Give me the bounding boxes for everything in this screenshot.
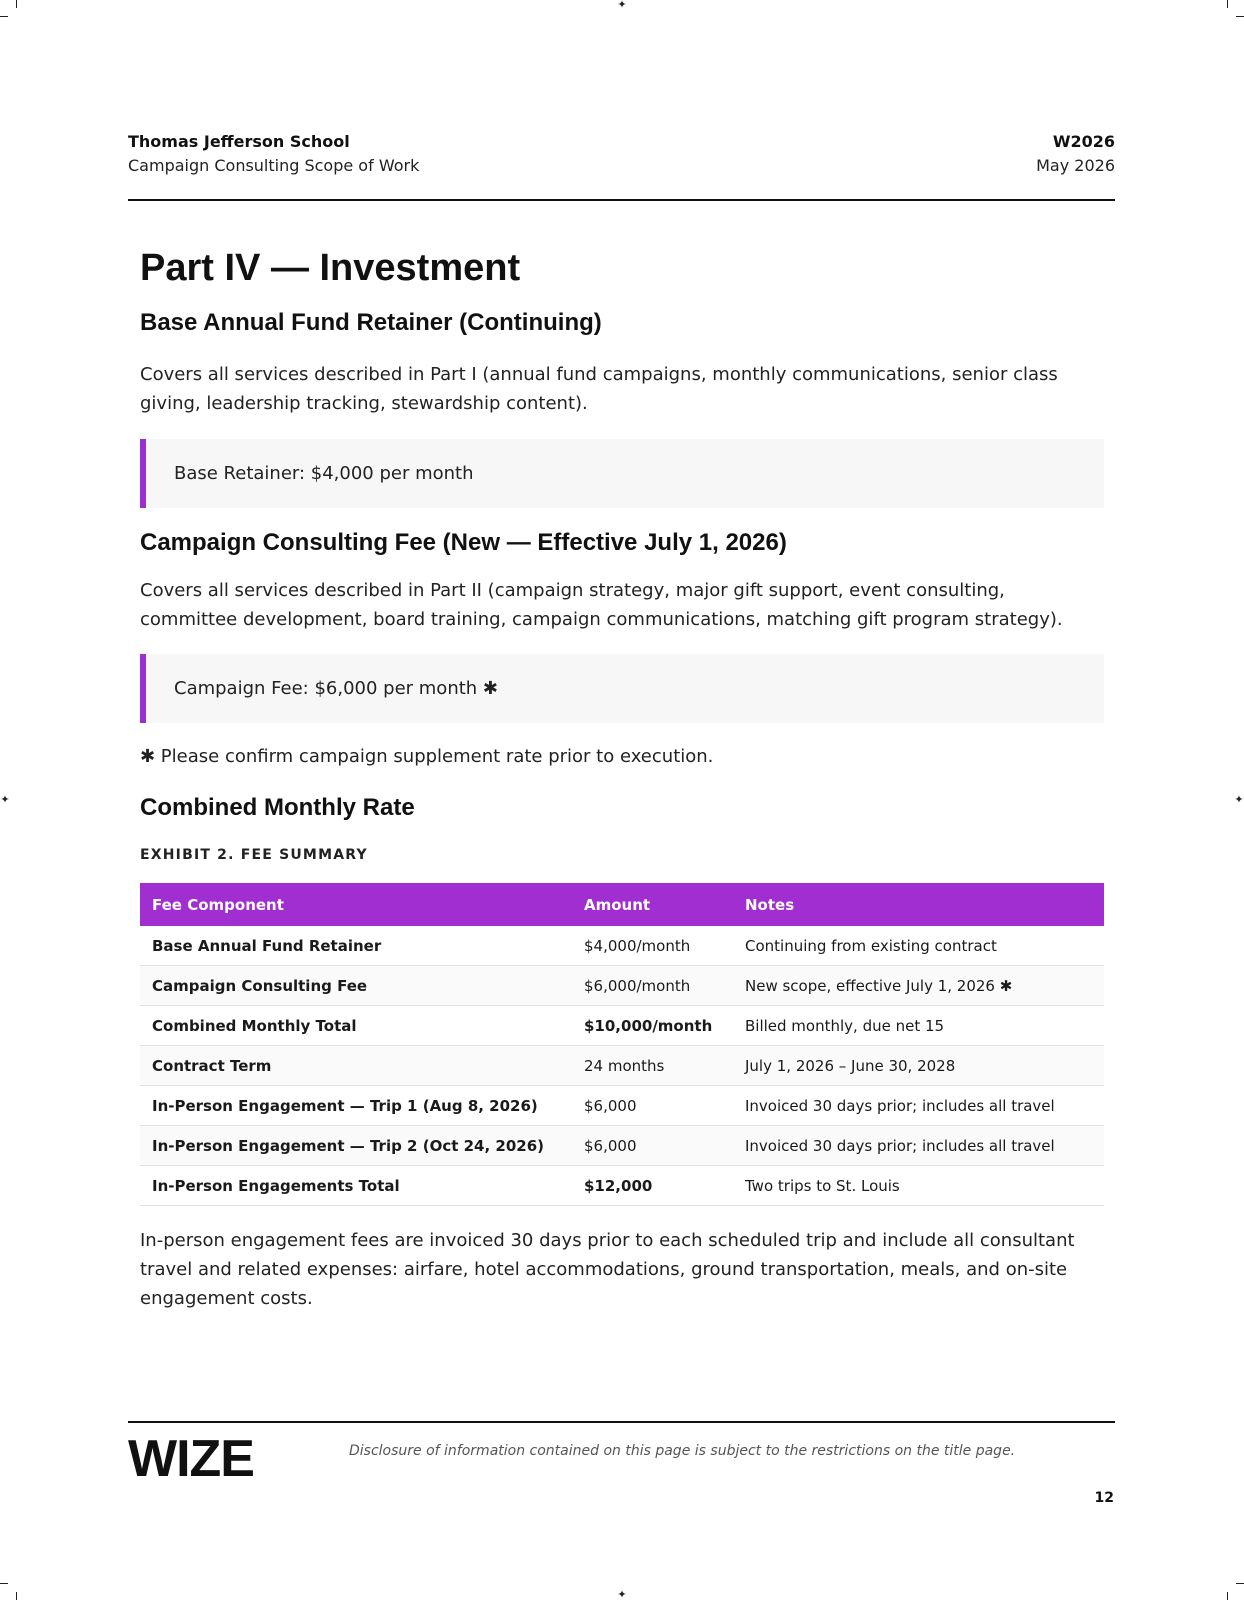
fee-component-cell: In-Person Engagement — Trip 1 (Aug 8, 2026) [140,1086,572,1126]
crop-mark [1227,0,1228,8]
registration-mark: ✦ [0,793,10,806]
amount-cell: $6,000/month [572,966,733,1006]
part-title: Part IV — Investment [140,247,521,289]
fee-component-cell: Contract Term [140,1046,572,1086]
amount-cell: $4,000/month [572,926,733,966]
table-row [140,1166,1104,1206]
table-row [140,1126,1104,1166]
registration-mark: ✦ [1234,793,1244,806]
footer-disclaimer: Disclosure of information contained on this page is subject to the restrictions on the title page. [349,1443,1016,1459]
amount-cell: $12,000 [572,1166,733,1206]
base-retainer-callout: Base Retainer: $4,000 per month [140,439,1104,508]
notes-cell: Invoiced 30 days prior; includes all travel [733,1086,1104,1126]
crop-mark [0,1583,8,1584]
fee-component-cell: Base Annual Fund Retainer [140,926,572,966]
notes-cell: New scope, effective July 1, 2026 ✱ [733,966,1104,1006]
campaign-fee-description: Covers all services described in Part II (campaign strategy, major gift support, event consulting, committee development, board training, campaign communications, matching gift program strategy). [140,580,1063,630]
column-header: Fee Component [152,895,284,914]
table-row [140,1006,1104,1046]
crop-mark [0,16,8,17]
table-row [140,966,1104,1006]
table-row [140,926,1104,966]
notes-cell: Billed monthly, due net 15 [733,1006,1104,1046]
document-date: May 2026 [1036,156,1115,175]
header-rule [128,199,1115,201]
table-header-row [140,883,1104,926]
crop-mark [16,0,17,8]
fee-component-cell: In-Person Engagement — Trip 2 (Oct 24, 2026) [140,1126,572,1166]
notes-cell: Two trips to St. Louis [733,1166,1104,1206]
campaign-fee-note: ✱ Please confirm campaign supplement rate prior to execution. [140,746,714,767]
notes-cell: July 1, 2026 – June 30, 2028 [733,1046,1104,1086]
combined-rate-heading: Combined Monthly Rate [140,794,415,821]
fee-summary-table [140,883,1104,1206]
document-title: Campaign Consulting Scope of Work [128,156,420,175]
wize-logo: WIZE [128,1430,254,1488]
base-retainer-heading: Base Annual Fund Retainer (Continuing) [140,309,602,336]
table-row [140,1086,1104,1126]
fee-component-cell: In-Person Engagements Total [140,1166,572,1206]
crop-mark [1236,1583,1244,1584]
column-header: Amount [584,895,651,914]
registration-mark: ✦ [617,1588,627,1601]
campaign-fee-callout: Campaign Fee: $6,000 per month ✱ [140,654,1104,723]
footer-rule [128,1421,1115,1423]
closing-paragraph: In-person engagement fees are invoiced 30 days prior to each scheduled trip and include all consultant travel and related expenses: airfare, hotel accommodations, ground transportation, meals, and on-site engagement costs. [140,1230,1075,1309]
exhibit-label: EXHIBIT 2. FEE SUMMARY [140,847,368,863]
amount-cell: 24 months [572,1046,733,1086]
campaign-fee-heading: Campaign Consulting Fee (New — Effective July 1, 2026) [140,529,787,556]
column-header: Notes [745,895,795,914]
page-number: 12 [1094,1490,1114,1506]
notes-cell: Invoiced 30 days prior; includes all travel [733,1126,1104,1166]
fee-component-cell: Combined Monthly Total [140,1006,572,1046]
base-retainer-description: Covers all services described in Part I (annual fund campaigns, monthly communications, senior class giving, leadership tracking, stewardship content). [140,364,1058,414]
school-name: Thomas Jefferson School [128,132,350,151]
crop-mark [1227,1592,1228,1600]
table-row [140,1046,1104,1086]
amount-cell: $6,000 [572,1086,733,1126]
amount-cell: $10,000/month [572,1006,733,1046]
fee-component-cell: Campaign Consulting Fee [140,966,572,1006]
main-content [140,240,1104,1313]
registration-mark: ✦ [617,0,627,11]
document-code: W2026 [1052,132,1115,151]
amount-cell: $6,000 [572,1126,733,1166]
crop-mark [16,1592,17,1600]
notes-cell: Continuing from existing contract [733,926,1104,966]
crop-mark [1236,16,1244,17]
